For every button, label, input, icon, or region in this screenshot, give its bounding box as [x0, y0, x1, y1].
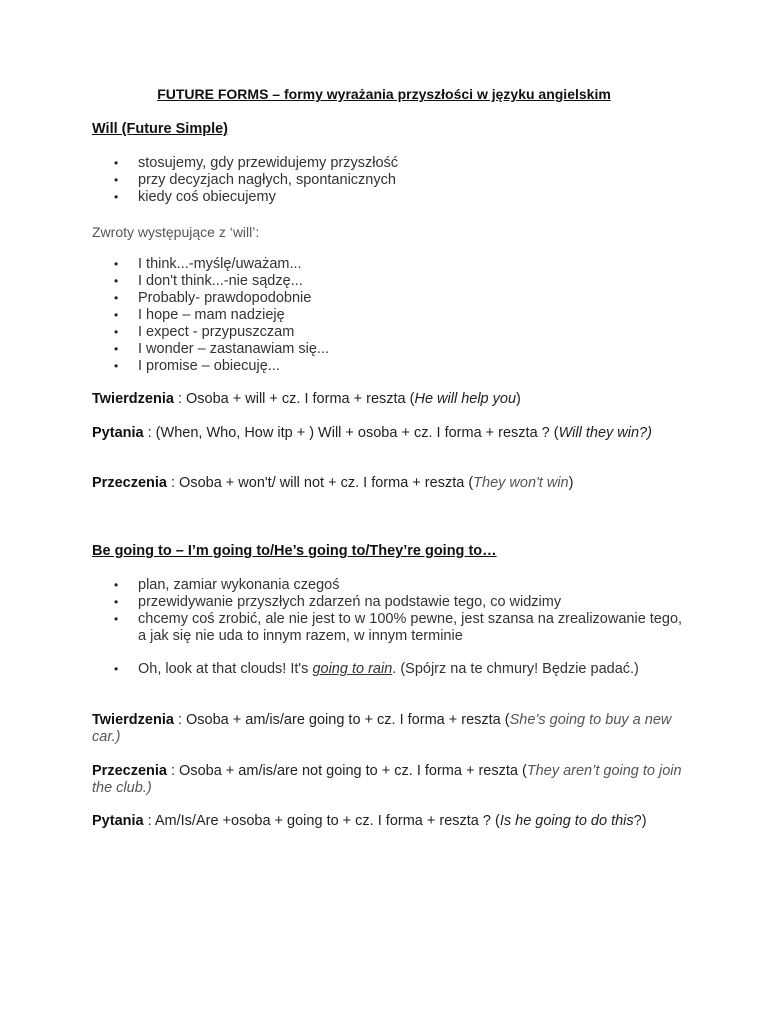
will-question-rule [92, 425, 682, 442]
list-item: • przy decyzjach nagłych, spontanicznych [92, 172, 692, 189]
list-item [92, 661, 692, 678]
rule-example: Is he going to do this [499, 813, 634, 829]
rule-example: Will they win?) [558, 425, 652, 441]
rule-formula: : Osoba + will + cz. I forma + reszta ( [173, 391, 415, 407]
rule-example: He will help you [414, 391, 517, 407]
rule-formula: : Am/Is/Are +osoba + going to + cz. I forma + reszta ? ( [143, 813, 500, 829]
going-to-negative-rule [92, 763, 682, 797]
rule-formula: : Osoba + am/is/are not going to + cz. I forma + reszta ( [166, 763, 527, 779]
rule-label: Pytania [92, 425, 144, 441]
example-before: Oh, look at that clouds! It's [138, 661, 313, 677]
going-to-example-list [92, 661, 692, 678]
will-affirmative-rule [92, 391, 682, 408]
list-item: • I don't think...-nie sądzę... [92, 273, 692, 290]
rule-close: ?) [633, 813, 647, 829]
rule-example: They aren’t going to join the club.) [92, 763, 682, 796]
rule-formula: : Osoba + won't/ will not + cz. I forma + reszta ( [166, 475, 474, 491]
will-heading: Will (Future Simple) [92, 121, 229, 137]
rule-formula: : (When, Who, How itp + ) Will + osoba + cz. I forma + reszta ? ( [143, 425, 559, 441]
going-to-uses-list [92, 577, 692, 645]
list-item: • kiedy coś obiecujemy [92, 189, 692, 206]
will-negative-rule [92, 475, 682, 492]
rule-label: Pytania [92, 813, 144, 829]
rule-example: They won't win [473, 475, 569, 491]
will-uses-list [92, 155, 692, 206]
rule-close: ) [516, 391, 521, 407]
list-item: • stosujemy, gdy przewidujemy przyszłość [92, 155, 692, 172]
list-item: • I expect - przypuszczam [92, 324, 692, 341]
list-item: • I promise – obiecuję... [92, 358, 692, 375]
rule-label: Twierdzenia [92, 712, 174, 728]
rule-label: Przeczenia [92, 763, 167, 779]
list-item: • I think...-myślę/uważam... [92, 256, 692, 273]
list-item: • I hope – mam nadzieję [92, 307, 692, 324]
going-to-question-rule [92, 813, 682, 830]
list-item: • przewidywanie przyszłych zdarzeń na podstawie tego, co widzimy [92, 594, 692, 611]
example-highlight: going to rain [312, 661, 393, 677]
example-after: . (Spójrz na te chmury! Będzie padać.) [392, 661, 639, 677]
list-item: • chcemy coś zrobić, ale nie jest to w 100% pewne, jest szansa na zrealizowanie tego, a jak się nie uda to innym razem, w innym terminie [92, 611, 692, 645]
rule-label: Przeczenia [92, 475, 167, 491]
document-title: FUTURE FORMS – formy wyrażania przyszłości w języku angielskim [157, 86, 611, 102]
list-item: • plan, zamiar wykonania czegoś [92, 577, 692, 594]
list-item: • Probably- prawdopodobnie [92, 290, 692, 307]
rule-formula: : Osoba + am/is/are going to + cz. I forma + reszta ( [173, 712, 510, 728]
rule-close: ) [568, 475, 574, 491]
rule-label: Twierdzenia [92, 391, 174, 407]
phrases-intro: Zwroty występujące z ‘will’: [92, 224, 260, 240]
going-to-affirmative-rule [92, 712, 682, 746]
list-item: • I wonder – zastanawiam się... [92, 341, 692, 358]
rule-example: She’s going to buy a new car.) [92, 712, 672, 745]
will-phrases-list [92, 256, 692, 375]
going-to-heading: Be going to – I’m going to/He’s going to/They’re going to… [92, 543, 497, 559]
